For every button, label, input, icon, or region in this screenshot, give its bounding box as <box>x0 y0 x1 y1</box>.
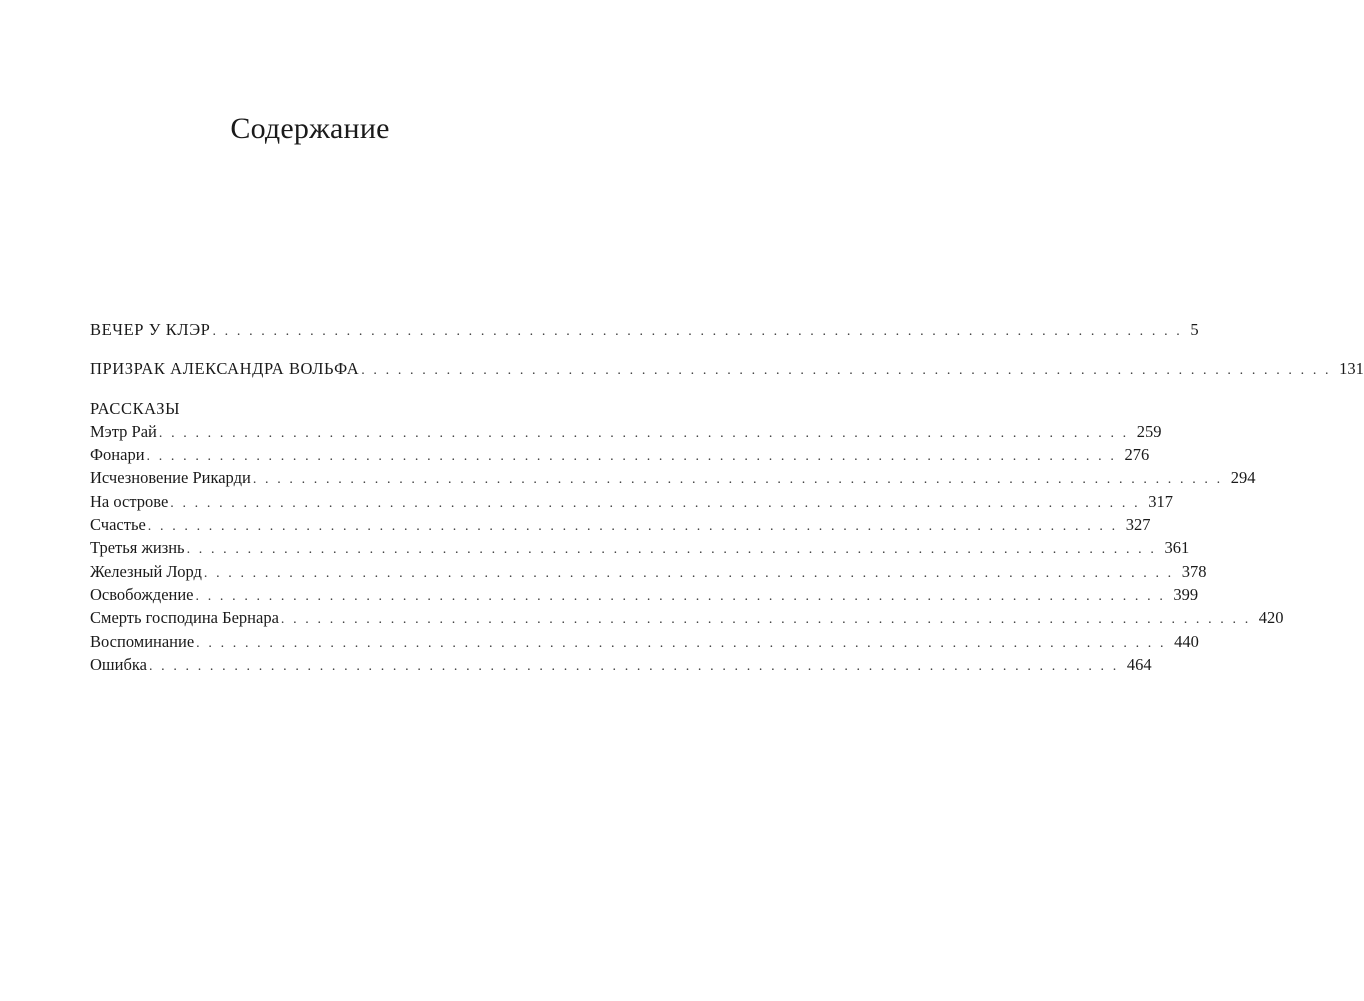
toc-entry <box>90 357 1364 380</box>
toc-leader-dots: . . . . . . . . . . . . . . . . . . . . . . . . . . . . . . . . . . . . . . . . . . . . . . . . . . . . . . . . . . . . . . . . . . . . . . . . . . . . . . . . <box>252 472 1223 488</box>
toc-entry-page: 5 <box>1190 320 1199 339</box>
toc-entry-label: Исчезновение Рикарди <box>90 468 251 488</box>
page-title: Содержание <box>230 112 390 145</box>
toc-leader-dots: . . . . . . . . . . . . . . . . . . . . . . . . . . . . . . . . . . . . . . . . . . . . . . . . . . . . . . . . . . . . . . . . . . . . . . . . . . . . . . . . <box>280 612 1251 628</box>
toc-leader-dots: . . . . . . . . . . . . . . . . . . . . . . . . . . . . . . . . . . . . . . . . . . . . . . . . . . . . . . . . . . . . . . . . . . . . . . . . . . . . . . . . <box>361 363 1332 379</box>
toc-entry-page: 259 <box>1136 421 1162 441</box>
toc-entry-label: Мэтр Рай <box>90 421 157 441</box>
toc-entry-label: Фонари <box>90 445 145 465</box>
section-heading: РАССКАЗЫ <box>90 398 181 418</box>
toc-entry-label: Счастье <box>90 515 146 535</box>
toc-entry <box>90 490 1173 513</box>
table-of-contents <box>90 318 1364 676</box>
toc-leader-dots: . . . . . . . . . . . . . . . . . . . . . . . . . . . . . . . . . . . . . . . . . . . . . . . . . . . . . . . . . . . . . . . . . . . . . . . . . . . . . . . . <box>203 565 1174 581</box>
toc-entry-label: ВЕЧЕР У КЛЭР <box>90 320 211 339</box>
toc-entry-page: 440 <box>1174 631 1199 651</box>
toc-leader-dots: . . . . . . . . . . . . . . . . . . . . . . . . . . . . . . . . . . . . . . . . . . . . . . . . . . . . . . . . . . . . . . . . . . . . . . . . . . . . . . . . <box>195 588 1166 604</box>
toc-entry-label: Освобождение <box>90 584 194 604</box>
toc-entry-label: Железный Лорд <box>90 561 202 581</box>
toc-leader-dots: . . . . . . . . . . . . . . . . . . . . . . . . . . . . . . . . . . . . . . . . . . . . . . . . . . . . . . . . . . . . . . . . . . . . . . . . . . . . . . . . <box>212 324 1183 339</box>
toc-entry-label: Третья жизнь <box>90 538 185 558</box>
toc-entry-page: 399 <box>1173 584 1199 604</box>
toc-entry-page: 131 <box>1339 359 1364 379</box>
toc-entry-page: 294 <box>1230 468 1256 488</box>
toc-leader-dots: . . . . . . . . . . . . . . . . . . . . . . . . . . . . . . . . . . . . . . . . . . . . . . . . . . . . . . . . . . . . . . . . . . . . . . . . . . . . . . . . <box>148 658 1119 674</box>
toc-entry <box>90 583 1199 606</box>
toc-entry <box>90 466 1256 489</box>
toc-entry-label: Воспоминание <box>90 631 195 651</box>
toc-leader-dots: . . . . . . . . . . . . . . . . . . . . . . . . . . . . . . . . . . . . . . . . . . . . . . . . . . . . . . . . . . . . . . . . . . . . . . . . . . . . . . . . <box>147 519 1118 535</box>
spacer <box>90 381 553 397</box>
toc-entry-page: 276 <box>1124 445 1150 465</box>
toc-leader-dots: . . . . . . . . . . . . . . . . . . . . . . . . . . . . . . . . . . . . . . . . . . . . . . . . . . . . . . . . . . . . . . . . . . . . . . . . . . . . . . . . <box>158 425 1129 441</box>
toc-entry <box>90 536 1190 559</box>
toc-entry <box>90 560 1207 583</box>
toc-entry-page: 327 <box>1125 515 1151 535</box>
toc-leader-dots: . . . . . . . . . . . . . . . . . . . . . . . . . . . . . . . . . . . . . . . . . . . . . . . . . . . . . . . . . . . . . . . . . . . . . . . . . . . . . . . . <box>146 449 1117 465</box>
toc-leader-dots: . . . . . . . . . . . . . . . . . . . . . . . . . . . . . . . . . . . . . . . . . . . . . . . . . . . . . . . . . . . . . . . . . . . . . . . . . . . . . . . . <box>186 542 1157 558</box>
toc-entry-page: 361 <box>1164 538 1190 558</box>
toc-entry-label: Ошибка <box>90 654 147 674</box>
toc-entry <box>90 443 1150 466</box>
toc-entry <box>90 318 1199 341</box>
toc-entry <box>90 653 1152 676</box>
toc-entry-page: 420 <box>1258 608 1284 628</box>
toc-entry <box>90 606 1284 629</box>
toc-entry-label: На острове <box>90 491 169 511</box>
toc-entry-page: 317 <box>1148 491 1173 511</box>
toc-entry <box>90 513 1151 536</box>
toc-entry-label: ПРИЗРАК АЛЕКСАНДРА ВОЛЬФА <box>90 359 360 379</box>
spacer <box>90 341 553 357</box>
toc-entry-label: Смерть господина Бернара <box>90 608 279 628</box>
toc-leader-dots: . . . . . . . . . . . . . . . . . . . . . . . . . . . . . . . . . . . . . . . . . . . . . . . . . . . . . . . . . . . . . . . . . . . . . . . . . . . . . . . . <box>170 495 1141 511</box>
toc-leader-dots: . . . . . . . . . . . . . . . . . . . . . . . . . . . . . . . . . . . . . . . . . . . . . . . . . . . . . . . . . . . . . . . . . . . . . . . . . . . . . . . . <box>196 635 1167 651</box>
toc-entry-page: 378 <box>1181 561 1207 581</box>
toc-entry <box>90 420 1162 443</box>
toc-entry <box>90 630 1199 653</box>
toc-entry-page: 464 <box>1126 654 1152 674</box>
